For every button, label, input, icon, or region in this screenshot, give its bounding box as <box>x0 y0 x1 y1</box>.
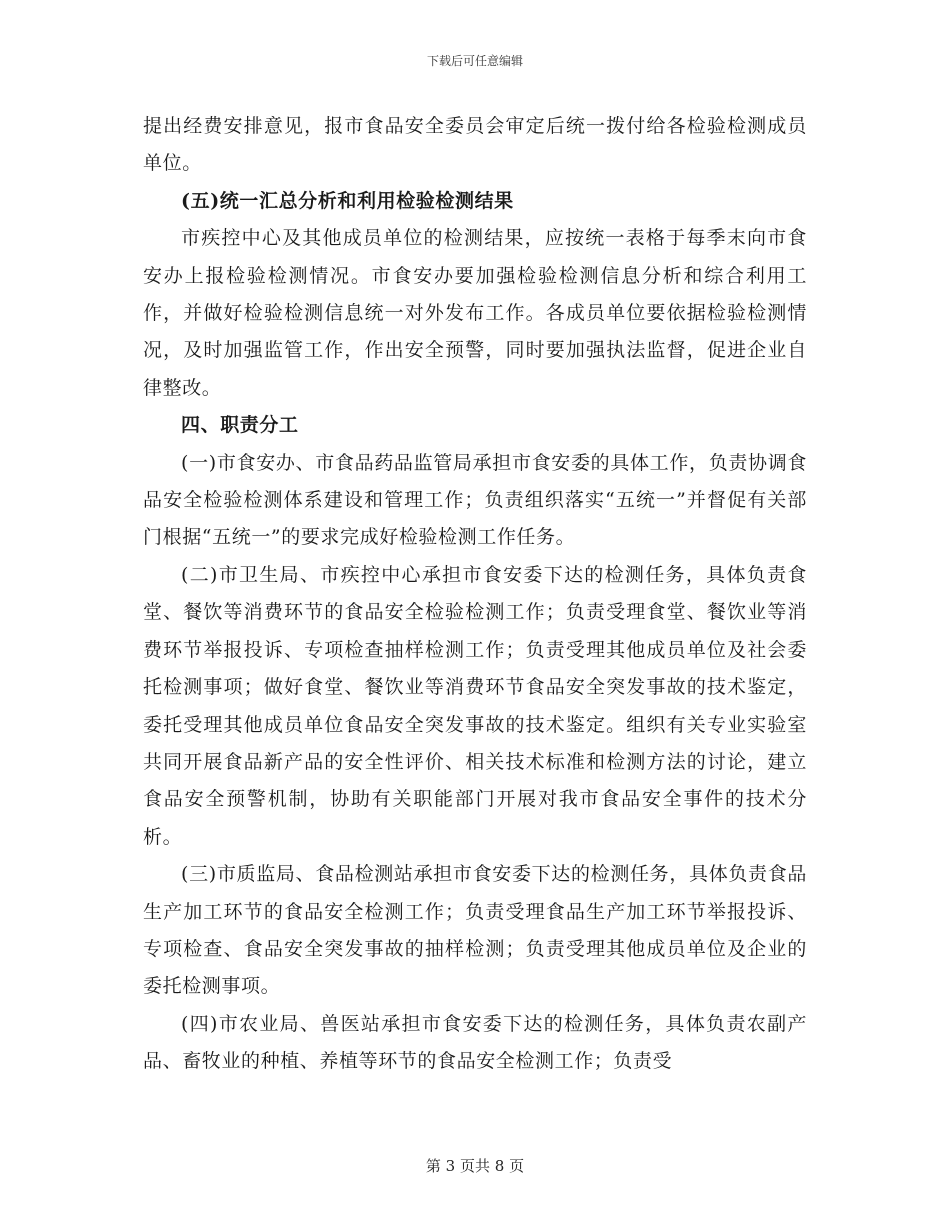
page-header: 下载后可任意编辑 <box>426 54 523 68</box>
paragraph-duty-1: (一)市食安办、市食品药品监管局承担市食安委的具体工作，负责协调食品安全检验检测体系建设和管理工作；负责组织落实“五统一”并督促有关部门根据“五统一”的要求完成好检验检测工作任务。 <box>143 451 807 549</box>
section-heading-4: 四、职责分工 <box>181 414 299 437</box>
paragraph-duty-4: (四)市农业局、兽医站承担市食安委下达的检测任务，具体负责农副产品、畜牧业的种植、养植等环节的食品安全检测工作；负责受 <box>143 1012 807 1073</box>
paragraph-continuation: 提出经费安排意见，报市食品安全委员会审定后统一拨付给各检验检测成员单位。 <box>143 115 807 175</box>
page-footer: 第 3 页共 8 页 <box>425 1157 525 1175</box>
document-body <box>143 108 807 1081</box>
section-heading-5: (五)统一汇总分析和利用检验检测结果 <box>181 189 514 212</box>
paragraph-duty-3: (三)市质监局、食品检测站承担市食安委下达的检测任务，具体负责食品生产加工环节的食品安全检测工作；负责受理食品生产加工环节举报投诉、专项检查、食品安全突发事故的抽样检测；负责受理其他成员单位及企业的委托检测事项。 <box>143 863 807 998</box>
paragraph-duty-2: (二)市卫生局、市疾控中心承担市食安委下达的检测任务，具体负责食堂、餐饮等消费环节的食品安全检验检测工作；负责受理食堂、餐饮业等消费环节举报投诉、专项检查抽样检测工作；负责受理其他成员单位及社会委托检测事项；做好食堂、餐饮业等消费环节食品安全突发事故的技术鉴定，委托受理其他成员单位食品安全突发事故的技术鉴定。组织有关专业实验室共同开展食品新产品的安全性评价、相关技术标准和检测方法的讨论，建立食品安全预警机制，协助有关职能部门开展对我市食品安全事件的技术分析。 <box>143 563 807 848</box>
paragraph-results: 市疾控中心及其他成员单位的检测结果，应按统一表格于每季末向市食安办上报检验检测情况。市食安办要加强检验检测信息分析和综合利用工作，并做好检验检测信息统一对外发布工作。各成员单位要依据检验检测情况，及时加强监管工作，作出安全预警，同时要加强执法监督，促进企业自律整改。 <box>143 227 807 399</box>
